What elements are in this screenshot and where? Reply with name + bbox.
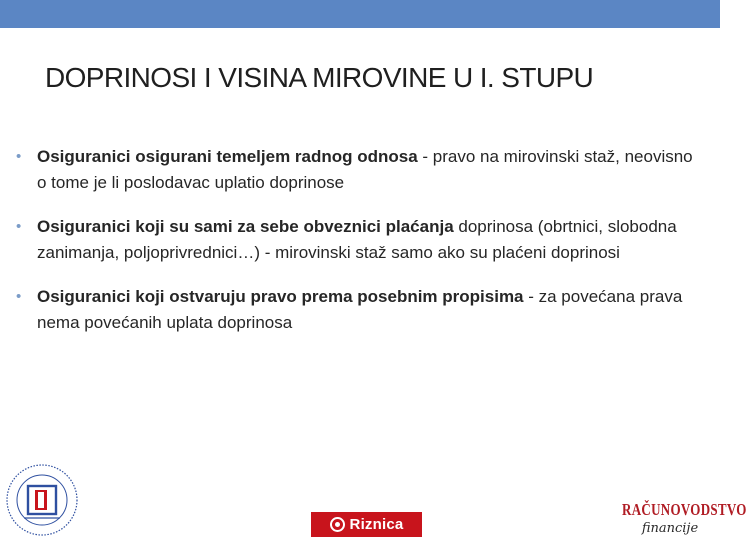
bullet-bold-text: Osiguranici koji su sami za sebe obveznici plaćanja bbox=[37, 217, 454, 236]
racunovodstvo-financije-logo bbox=[622, 496, 747, 540]
riznica-mark-icon bbox=[330, 517, 345, 532]
bullet-text: doprinosa (obrtnici, slobodna zanimanja, poljoprivrednici…) - mirovinski staž samo ako su plaćeni doprinosi bbox=[37, 217, 677, 262]
bullet-item bbox=[16, 214, 706, 266]
bullet-item bbox=[16, 144, 706, 196]
rf-logo-bottom-text: financije bbox=[641, 521, 699, 536]
bullet-text: - za povećana prava nema povećanih uplata doprinosa bbox=[37, 287, 683, 332]
riznica-logo bbox=[311, 512, 422, 537]
bullet-dot: • bbox=[16, 218, 22, 235]
institute-seal-logo bbox=[4, 462, 80, 538]
bullet-bold-text: Osiguranici koji ostvaruju pravo prema posebnim propisima bbox=[37, 287, 524, 306]
bullet-bold-text: Osiguranici osigurani temeljem radnog odnosa bbox=[37, 147, 418, 166]
riznica-logo-text: Riznica bbox=[349, 516, 404, 533]
bullet-text: - pravo na mirovinski staž, neovisno o tome je li poslodavac uplatio doprinose bbox=[37, 147, 693, 192]
bullet-item bbox=[16, 284, 706, 336]
bullet-list bbox=[16, 144, 706, 354]
slide-title: DOPRINOSI I VISINA MIROVINE U I. STUPU bbox=[45, 62, 594, 93]
bullet-dot: • bbox=[16, 148, 22, 165]
bullet-dot: • bbox=[16, 288, 22, 305]
rf-logo-top-text: RAČUNOVODSTVO bbox=[622, 499, 747, 520]
top-accent-bar bbox=[0, 0, 720, 28]
